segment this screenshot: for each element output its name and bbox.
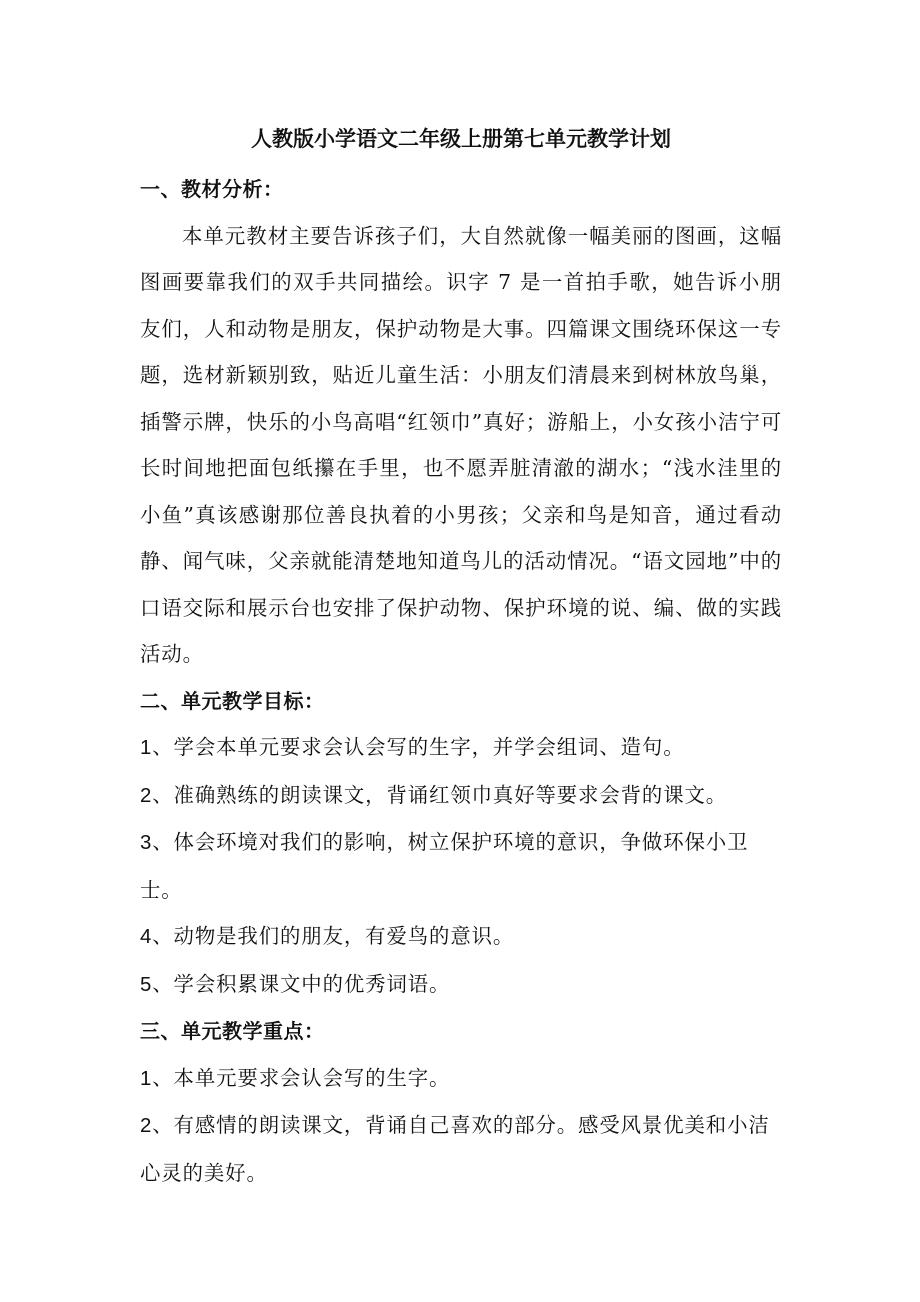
section-unit-teaching-focus [140, 1008, 782, 1196]
document-title: 人教版小学语文二年级上册第七单元教学计划 [251, 127, 671, 151]
item-text: 、体会环境对我们的影响，树立保护环境的意识，争做环保小卫士。 [140, 830, 749, 902]
goal-item [140, 961, 782, 1009]
section-heading: 三、单元教学重点： [140, 1019, 325, 1043]
item-number: 2 [140, 1115, 153, 1137]
item-number: 4 [140, 926, 153, 948]
section-textbook-analysis [140, 166, 782, 678]
focus-item [140, 1055, 782, 1103]
analysis-paragraph: 本单元教材主要告诉孩子们，大自然就像一幅美丽的图画，这幅图画要靠我们的双手共同描绘。识字 7 是一首拍手歌，她告诉小朋友们，人和动物是朋友，保护动物是大事。四篇课文围绕环保这一专题，选材新颖别致，贴近儿童生活：小朋友们清晨来到树林放鸟巢，插警示牌，快乐的小鸟高唱“红领巾”真好；游船上，小女孩小洁宁可长时间地把面包纸攥在手里，也不愿弄脏清澈的湖水；“浅水洼里的小鱼”真该感谢那位善良执着的小男孩；父亲和鸟是知音，通过看动静、闻气味，父亲就能清楚地知道鸟儿的活动情况。“语文园地”中的口语交际和展示台也安排了保护动物、保护环境的说、编、做的实践活动。 [140, 223, 782, 666]
goal-item [140, 913, 782, 961]
item-number: 1 [140, 1067, 153, 1090]
item-number: 1 [140, 737, 153, 759]
section-unit-teaching-goals [140, 678, 782, 1009]
item-number: 2 [140, 784, 153, 807]
goal-item [140, 819, 782, 913]
item-text: 、准确熟练的朗读课文，背诵红领巾真好等要求会背的课文。 [152, 782, 728, 807]
section-heading: 一、教材分析： [140, 177, 284, 201]
goal-item [140, 772, 782, 820]
item-text: 、本单元要求会认会写的生字。 [152, 1065, 451, 1090]
item-text: 、学会积累课文中的优秀词语。 [152, 971, 451, 996]
goal-item [140, 724, 782, 772]
item-text: 、有感情的朗读课文，背诵自己喜欢的部分。感受风景优美和小洁心灵的美好。 [140, 1113, 770, 1185]
item-text: 、动物是我们的朋友，有爱鸟的意识。 [152, 924, 515, 948]
item-text: 、学会本单元要求会认会写的生字，并学会组词、造句。 [152, 735, 685, 759]
focus-item [140, 1102, 782, 1196]
document-page [140, 120, 782, 1196]
item-number: 5 [140, 973, 153, 996]
section-heading: 二、单元教学目标： [140, 688, 325, 713]
item-number: 3 [140, 832, 153, 854]
